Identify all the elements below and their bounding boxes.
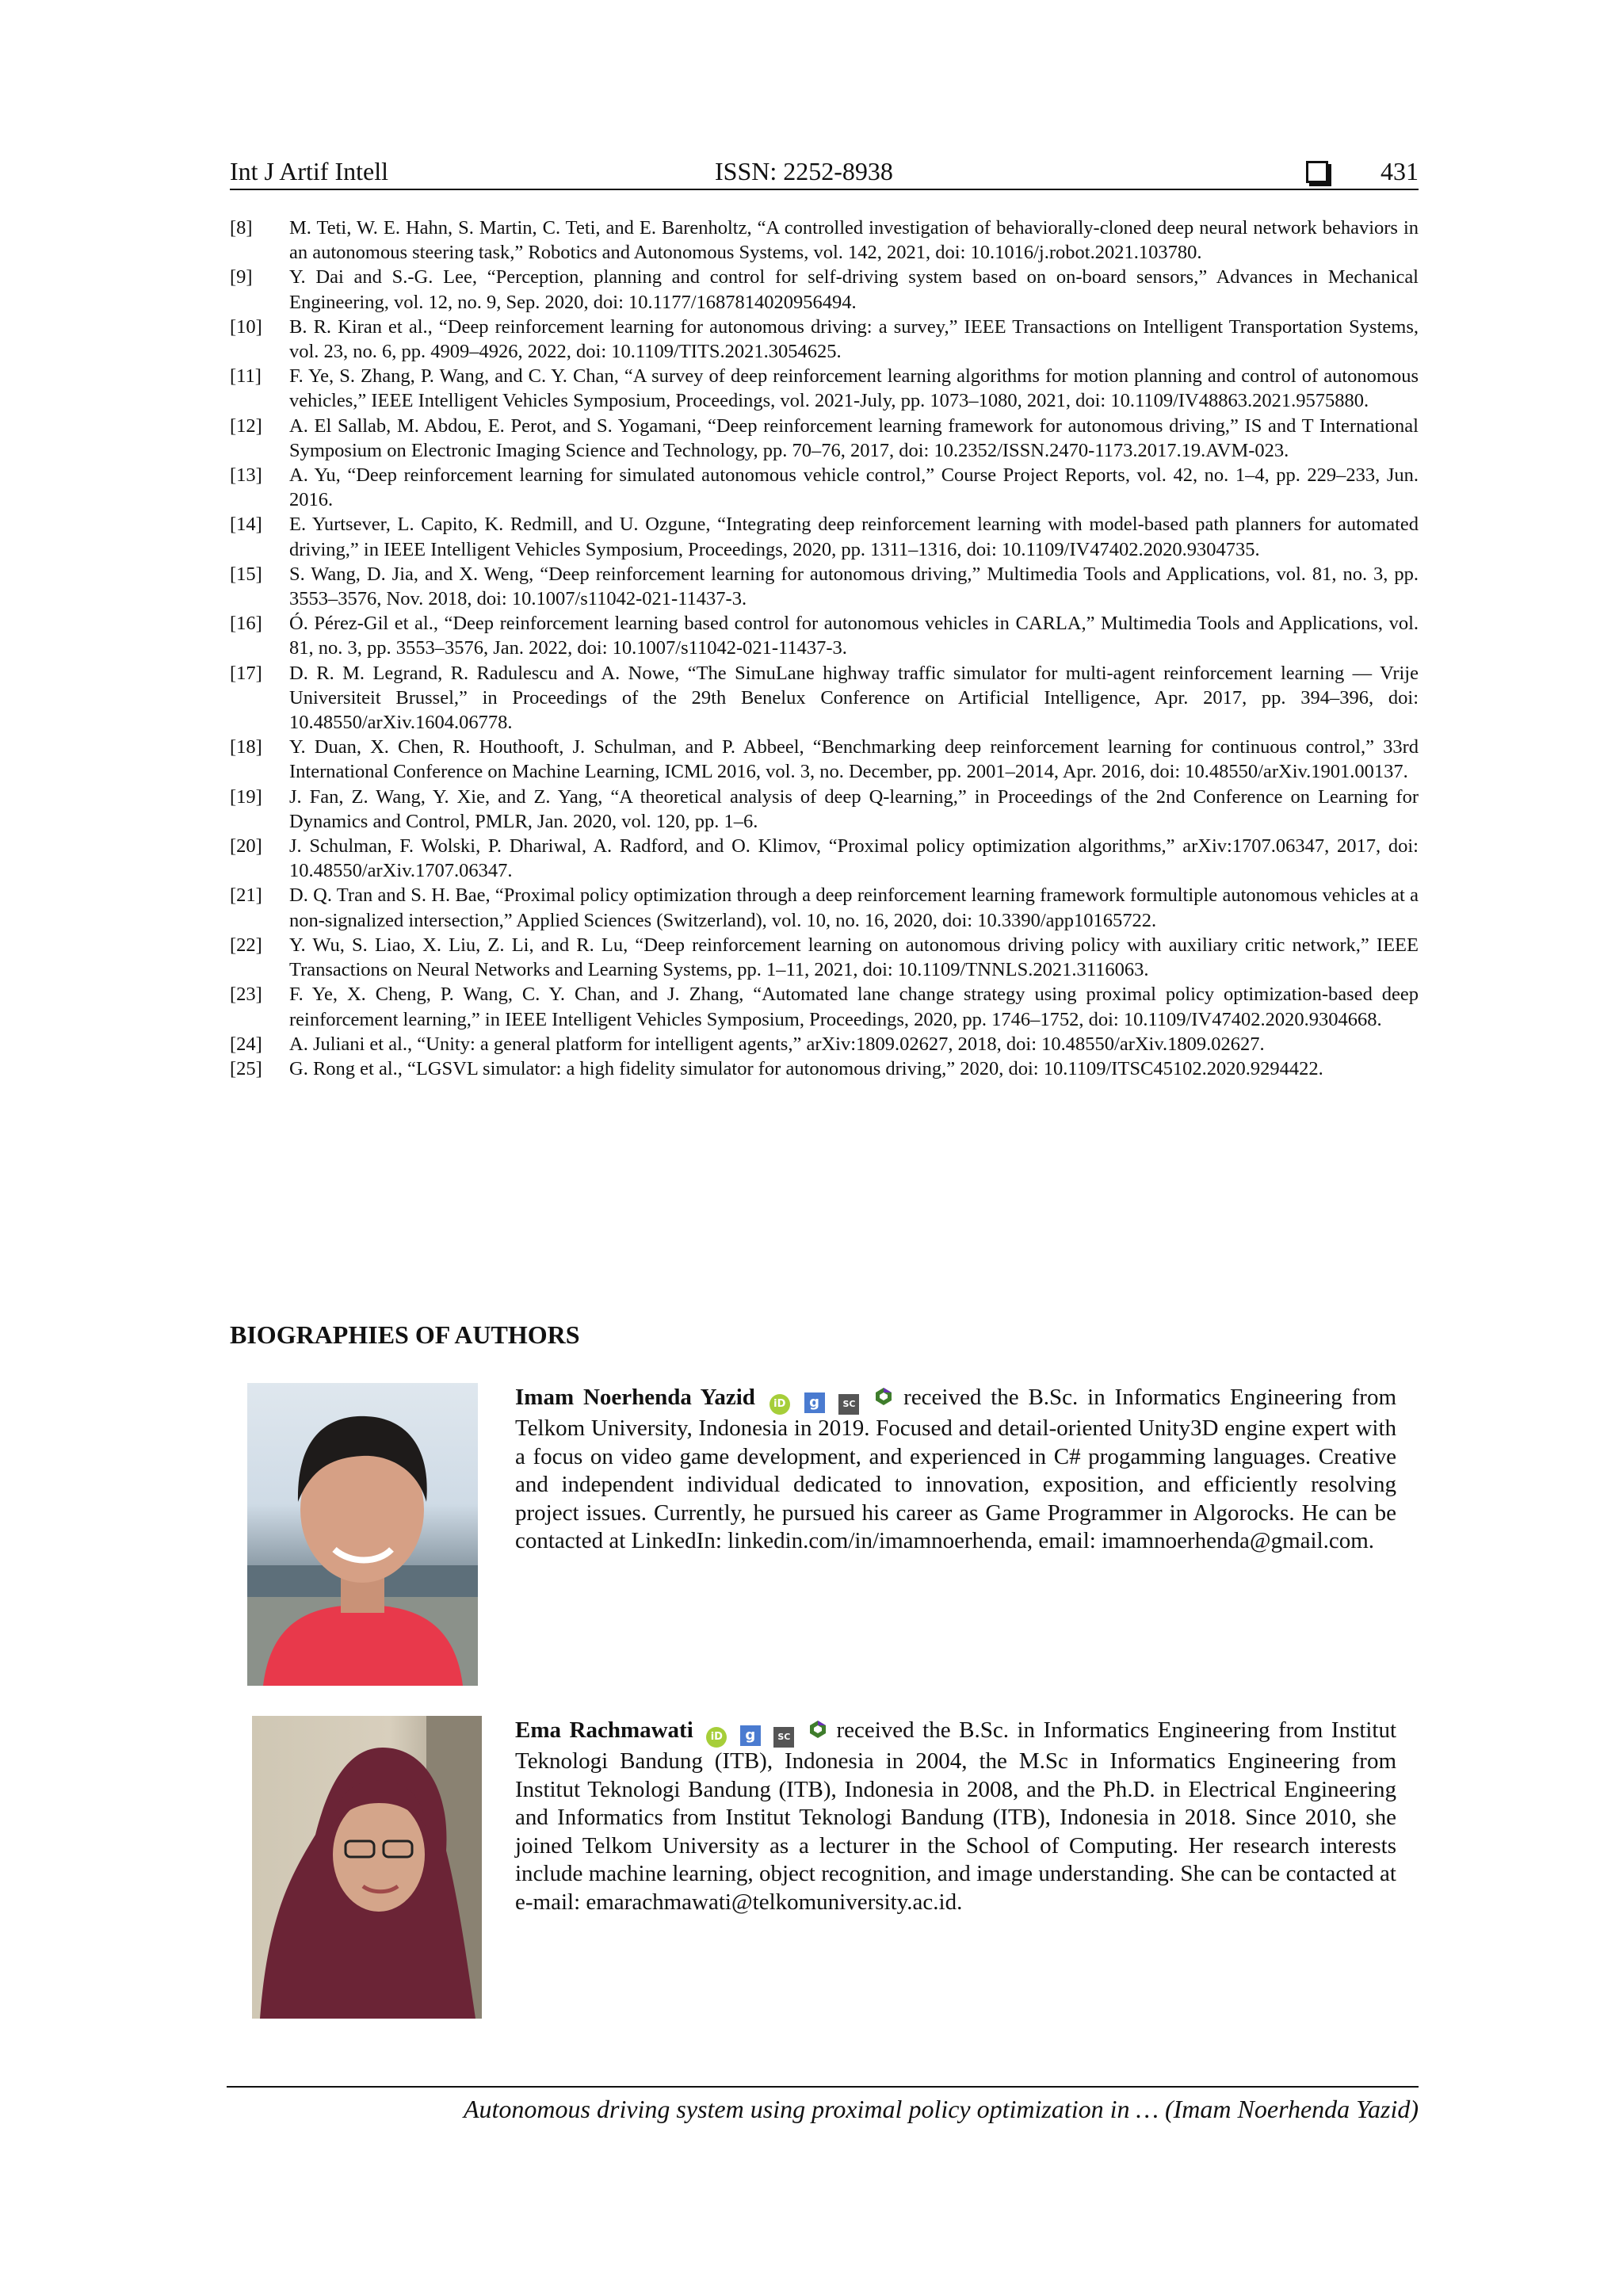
reference-item: [12] A. El Sallab, M. Abdou, E. Perot, and S. Yogamani, “Deep reinforcement learning framework for autonomous driving,” IS and T International Symposium on Electronic Imaging Science and Technology, pp. 70–76, 2017, doi: 10.2352/ISSN.2470-1173.2017.19.AVM-023.: [230, 415, 1419, 461]
author-name: Imam Noerhenda Yazid: [515, 1385, 755, 1410]
square-bullet-icon: [1306, 161, 1328, 183]
running-footer: Autonomous driving system using proximal policy optimization in … (Imam Noerhenda Yazid): [463, 2095, 1419, 2123]
author-bio-yazid: [515, 1384, 1396, 1556]
reference-item: [8] M. Teti, W. E. Hahn, S. Martin, C. Teti, and E. Barenholtz, “A controlled investigation of behaviorally-cloned deep neural network behaviors in an autonomous steering task,” Robotics and Autonomous Systems, vol. 142, 2021, doi: 10.1016/j.robot.2021.103780.: [230, 217, 1419, 264]
reference-item: [25] G. Rong et al., “LGSVL simulator: a high fidelity simulator for autonomous driving,” 2020, doi: 10.1109/ITSC45102.2020.9294422.: [230, 1057, 1323, 1079]
author-bio-rachmawati: [515, 1717, 1396, 1916]
reference-item: [22] Y. Wu, S. Liao, X. Liu, Z. Li, and R. Lu, “Deep reinforcement learning on autonomous driving policy with auxiliary critic network,” IEEE Transactions on Neural Networks and Learning Systems, pp. 1–11, 2021, doi: 10.1109/TNNLS.2021.3116063.: [230, 934, 1419, 981]
author-bio-text: received the B.Sc. in Informatics Engineering from Telkom University, Indonesia in 2019. Focused and detail-oriented Unity3D engine expert with a focus on video game development, and experienced in C# progamming languages. Creative and independent individual dedicated to innovation, exposition, and efficiently resolving project issues. Currently, he pursued his career as Game Programmer in Algorocks. He can be contacted at LinkedIn: linkedin.com/in/imamnoerhenda, email: imamnoerhenda@gmail.com.: [515, 1385, 1396, 1553]
reference-item: [16] Ó. Pérez-Gil et al., “Deep reinforcement learning based control for autonomous vehicles in CARLA,” Multimedia Tools and Applications, vol. 81, no. 3, pp. 3553–3576, Jan. 2022, doi: 10.1007/s11042-021-11437-3.: [230, 613, 1419, 659]
journal-name: Int J Artif Intell: [230, 157, 388, 185]
reference-item: [15] S. Wang, D. Jia, and X. Weng, “Deep reinforcement learning for autonomous driving,” Multimedia Tools and Applications, vol. 81, no. 3, pp. 3553–3576, Nov. 2018, doi: 10.1007/s11042-021-11437-3.: [230, 563, 1419, 610]
reference-item: [18] Y. Duan, X. Chen, R. Houthooft, J. Schulman, and P. Abbeel, “Benchmarking deep reinforcement learning for continuous control,” 33rd International Conference on Machine Learning, ICML 2016, vol. 3, no. December, pp. 2001–2014, Apr. 2016, doi: 10.48550/arXiv.1901.00137.: [230, 736, 1419, 783]
reference-item: [14] E. Yurtsever, L. Capito, K. Redmill, and U. Ozgune, “Integrating deep reinforcement learning with model-based path planners for automated driving,” in IEEE Intelligent Vehicles Symposium, Proceedings, 2020, pp. 1311–1316, doi: 10.1109/IV47402.2020.9304735.: [230, 514, 1419, 560]
reference-item: [11] F. Ye, S. Zhang, P. Wang, and C. Y. Chan, “A survey of deep reinforcement learning algorithms for motion planning and control of autonomous vehicles,” IEEE Intelligent Vehicles Symposium, Proceedings, vol. 2021-July, pp. 1073–1080, 2021, doi: 10.1109/IV48863.2021.9575880.: [230, 365, 1419, 412]
page-number: 431: [1381, 157, 1419, 185]
portrait-illustration: [252, 1716, 482, 2019]
google-scholar-icon[interactable]: g: [740, 1725, 761, 1746]
reference-list: [230, 216, 1419, 1081]
reference-item: [21] D. Q. Tran and S. H. Bae, “Proximal policy optimization through a deep reinforcement learning framework formultiple autonomous vehicles at a non-signalized intersection,” Applied Sciences (Switzerland), vol. 10, no. 16, 2020, doi: 10.3390/app10165722.: [230, 884, 1419, 931]
issn: ISSN: 2252-8938: [715, 157, 893, 185]
biographies-heading: BIOGRAPHIES OF AUTHORS: [230, 1320, 580, 1349]
reference-item: [9] Y. Dai and S.-G. Lee, “Perception, planning and control for self-driving system based on on-board sensors,” Advances in Mechanical Engineering, vol. 12, no. 9, Sep. 2020, doi: 10.1177/1687814020956494.: [230, 266, 1419, 313]
reference-item: [17] D. R. M. Legrand, R. Radulescu and A. Nowe, “The SimuLane highway traffic simulator for multi-agent reinforcement learning — Vrije Universiteit Brussel,” in Proceedings of the 29th Benelux Conference on Artificial Intelligence, Apr. 2017, pp. 394–396, doi: 10.48550/arXiv.1604.06778.: [230, 662, 1419, 734]
author-bio-text: received the B.Sc. in Informatics Engineering from Institut Teknologi Bandung (ITB), Indonesia in 2004, the M.Sc in Informatics Engineering from Institut Teknologi Bandung (ITB), Indonesia in 2008, and the Ph.D. in Electrical Engineering and Informatics from Institut Teknologi Bandung (ITB), Indonesia in 2018. Since 2010, she joined Telkom University as a lecturer in the School of Computing. Her research interests include machine learning, object recognition, and image understanding. She can be contacted at e-mail: emarachmawati@telkomuniversity.ac.id.: [515, 1717, 1397, 1915]
orcid-icon[interactable]: iD: [706, 1727, 727, 1748]
portrait-illustration: [247, 1383, 478, 1686]
reference-item: [23] F. Ye, X. Cheng, P. Wang, C. Y. Chan, and J. Zhang, “Automated lane change strategy using proximal policy optimization-based deep reinforcement learning,” in IEEE Intelligent Vehicles Symposium, Proceedings, 2020, pp. 1746–1752, doi: 10.1109/IV47402.2020.9304668.: [230, 984, 1419, 1030]
reference-item: [13] A. Yu, “Deep reinforcement learning for simulated autonomous vehicle control,” Course Project Reports, vol. 42, no. 1–4, pp. 229–233, Jun. 2016.: [230, 464, 1419, 511]
footer-rule: [227, 2086, 1419, 2088]
author-photo-rachmawati: [252, 1716, 482, 2019]
scopus-icon[interactable]: SC: [773, 1727, 794, 1748]
scopus-icon[interactable]: SC: [838, 1394, 859, 1415]
google-scholar-icon[interactable]: g: [804, 1392, 825, 1413]
header-rule: [230, 189, 1419, 190]
reference-item: [19] J. Fan, Z. Wang, Y. Xie, and Z. Yang, “A theoretical analysis of deep Q-learning,” in Proceedings of the 2nd Conference on Learning for Dynamics and Control, PMLR, Jan. 2020, vol. 120, pp. 1–6.: [230, 785, 1419, 832]
reference-item: [24] A. Juliani et al., “Unity: a general platform for intelligent agents,” arXiv:1809.02627, 2018, doi: 10.48550/arXiv.1809.02627.: [230, 1033, 1265, 1055]
reference-item: [20] J. Schulman, F. Wolski, P. Dhariwal, A. Radford, and O. Klimov, “Proximal policy optimization algorithms,” arXiv:1707.06347, 2017, doi: 10.48550/arXiv.1707.06347.: [230, 835, 1419, 882]
author-photo-yazid: [247, 1383, 478, 1686]
author-name: Ema Rachmawati: [515, 1717, 693, 1743]
publons-icon[interactable]: [873, 1386, 894, 1407]
page-header: [230, 155, 1419, 187]
reference-item: [10] B. R. Kiran et al., “Deep reinforcement learning for autonomous driving: a survey,” IEEE Transactions on Intelligent Transportation Systems, vol. 23, no. 6, pp. 4909–4926, 2022, doi: 10.1109/TITS.2021.3054625.: [230, 315, 1419, 363]
publons-icon[interactable]: [808, 1719, 828, 1740]
orcid-icon[interactable]: iD: [769, 1394, 790, 1415]
